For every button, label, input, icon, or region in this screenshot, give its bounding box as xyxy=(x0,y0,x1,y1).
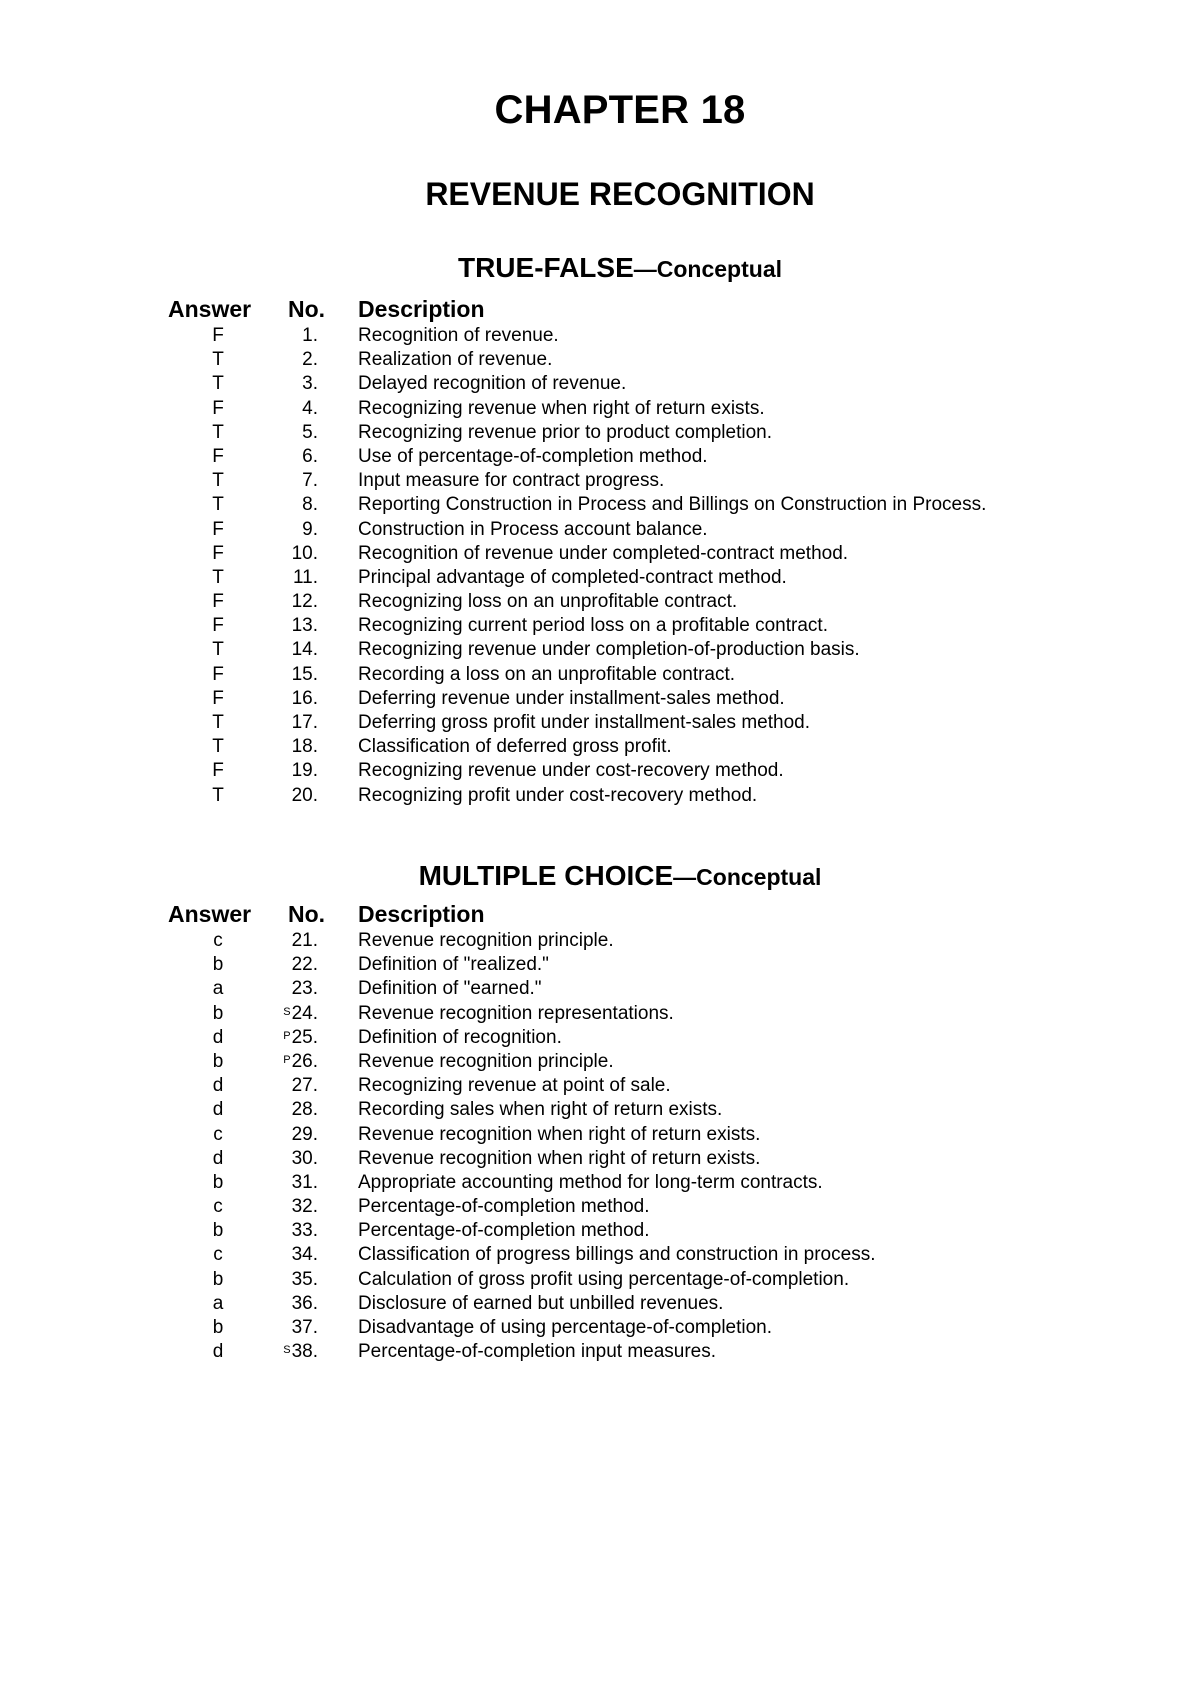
true-false-heading-main: TRUE-FALSE xyxy=(457,252,634,283)
multiple-choice-heading xyxy=(0,860,1200,892)
answer-cell: T xyxy=(212,566,224,588)
table-row xyxy=(0,687,1200,711)
question-number: 32. xyxy=(291,1196,318,1218)
question-number-cell xyxy=(272,929,318,953)
answer-cell: b xyxy=(212,1268,224,1290)
question-number-cell xyxy=(272,421,318,445)
description-cell: Revenue recognition principle. xyxy=(358,1050,614,1072)
answer-cell: F xyxy=(212,687,224,709)
question-number: 13. xyxy=(291,615,318,637)
question-number-cell xyxy=(272,324,318,348)
question-number-cell xyxy=(272,1002,318,1026)
question-number-cell xyxy=(272,711,318,735)
table-row xyxy=(0,1243,1200,1267)
question-number: 18. xyxy=(291,736,318,758)
question-number-cell xyxy=(272,469,318,493)
description-cell: Recognizing revenue when right of return exists. xyxy=(358,397,765,419)
question-number-cell xyxy=(272,1292,318,1316)
question-number: 27. xyxy=(291,1075,318,1097)
question-number-cell xyxy=(272,663,318,687)
question-number: 22. xyxy=(291,954,318,976)
table-row xyxy=(0,324,1200,348)
question-number-cell xyxy=(272,493,318,517)
table-row xyxy=(0,735,1200,759)
question-number-cell xyxy=(272,687,318,711)
table-row xyxy=(0,493,1200,517)
description-cell: Percentage-of-completion input measures. xyxy=(358,1341,717,1363)
question-number: 23. xyxy=(291,978,318,1000)
table-row xyxy=(0,1147,1200,1171)
description-cell: Delayed recognition of revenue. xyxy=(358,373,627,395)
table-row xyxy=(0,518,1200,542)
description-cell: Realization of revenue. xyxy=(358,349,553,371)
column-header-no: No. xyxy=(288,296,326,322)
answer-cell: c xyxy=(213,930,223,951)
answer-cell: F xyxy=(212,615,224,637)
table-row xyxy=(0,1340,1200,1364)
description-cell: Classification of deferred gross profit. xyxy=(358,736,672,758)
answer-cell: T xyxy=(212,421,224,443)
multiple-choice-table xyxy=(0,901,1200,1364)
answer-cell: T xyxy=(212,349,224,371)
description-cell: Recording sales when right of return exists. xyxy=(358,1099,723,1121)
source-mark: S xyxy=(283,1344,291,1357)
table-row xyxy=(0,445,1200,469)
table-row xyxy=(0,711,1200,735)
question-number-cell xyxy=(272,397,318,421)
multiple-choice-rows xyxy=(0,929,1200,1364)
answer-cell: T xyxy=(212,712,224,733)
description-cell: Disclosure of earned but unbilled revenues. xyxy=(358,1292,724,1314)
answer-cell: d xyxy=(212,1341,224,1363)
question-number-cell xyxy=(272,1074,318,1098)
answer-cell: d xyxy=(212,1099,224,1121)
true-false-table xyxy=(0,296,1200,808)
table-row xyxy=(0,663,1200,687)
question-number-cell xyxy=(272,1268,318,1292)
answer-cell: c xyxy=(213,1196,223,1218)
source-mark: P xyxy=(283,1053,291,1066)
question-number: 36. xyxy=(291,1292,318,1314)
question-number-cell xyxy=(272,372,318,396)
true-false-heading xyxy=(0,252,1200,284)
description-cell: Principal advantage of completed-contract method. xyxy=(358,566,787,588)
question-number: 5. xyxy=(302,421,318,443)
answer-cell: b xyxy=(212,1002,224,1024)
source-mark: P xyxy=(283,1029,291,1042)
question-number: 20. xyxy=(291,784,318,806)
question-number: 28. xyxy=(291,1099,318,1121)
question-number: 6. xyxy=(302,445,318,467)
question-number-cell xyxy=(272,614,318,638)
description-cell: Revenue recognition when right of return exists. xyxy=(358,1123,761,1145)
answer-cell: c xyxy=(213,1123,223,1145)
question-number-cell xyxy=(272,1123,318,1147)
table-row xyxy=(0,1268,1200,1292)
answer-cell: T xyxy=(212,736,224,758)
multiple-choice-heading-suffix: —Conceptual xyxy=(673,864,822,890)
question-number: 31. xyxy=(291,1171,318,1193)
question-number-cell xyxy=(272,518,318,542)
question-number-cell xyxy=(272,1171,318,1195)
true-false-rows xyxy=(0,324,1200,808)
table-row xyxy=(0,638,1200,662)
question-number-cell xyxy=(272,1340,318,1364)
question-number-cell xyxy=(272,759,318,783)
table-row xyxy=(0,1026,1200,1050)
question-number: 10. xyxy=(291,542,318,564)
table-row xyxy=(0,614,1200,638)
description-cell: Revenue recognition principle. xyxy=(358,930,614,951)
question-number: 37. xyxy=(291,1317,318,1338)
description-cell: Appropriate accounting method for long-term contracts. xyxy=(358,1171,823,1193)
description-cell: Recording a loss on an unprofitable contract. xyxy=(358,663,736,685)
question-number: 35. xyxy=(291,1268,318,1290)
description-cell: Classification of progress billings and construction in process. xyxy=(358,1244,876,1266)
description-cell: Input measure for contract progress. xyxy=(358,470,665,492)
description-cell: Calculation of gross profit using percentage-of-completion. xyxy=(358,1268,850,1290)
question-number: 12. xyxy=(291,591,318,613)
question-number: 24. xyxy=(291,1002,318,1024)
table-header xyxy=(0,296,1200,324)
description-cell: Recognizing loss on an unprofitable contract. xyxy=(358,591,738,613)
question-number: 7. xyxy=(302,470,318,492)
question-number: 38. xyxy=(291,1341,318,1363)
answer-cell: T xyxy=(212,373,224,395)
question-number-cell xyxy=(272,1050,318,1074)
question-number-cell xyxy=(272,735,318,759)
answer-cell: F xyxy=(212,760,224,782)
description-cell: Deferring gross profit under installment-sales method. xyxy=(358,712,810,733)
question-number: 30. xyxy=(291,1147,318,1169)
question-number-cell xyxy=(272,1098,318,1122)
answer-cell: b xyxy=(212,1220,224,1242)
question-number: 26. xyxy=(291,1050,318,1072)
question-number: 8. xyxy=(302,494,318,516)
question-number: 25. xyxy=(291,1026,318,1048)
table-row xyxy=(0,348,1200,372)
answer-cell: a xyxy=(212,978,224,1000)
column-header-description: Description xyxy=(358,296,485,322)
table-row xyxy=(0,977,1200,1001)
question-number-cell xyxy=(272,1195,318,1219)
source-mark: S xyxy=(283,1005,291,1018)
table-row xyxy=(0,1292,1200,1316)
table-row xyxy=(0,929,1200,953)
question-number: 21. xyxy=(291,930,318,951)
answer-cell: T xyxy=(212,470,224,492)
table-row xyxy=(0,397,1200,421)
column-header-description: Description xyxy=(358,901,485,927)
question-number: 11. xyxy=(292,566,318,588)
table-header xyxy=(0,901,1200,929)
answer-cell: b xyxy=(212,954,224,976)
table-row xyxy=(0,1098,1200,1122)
description-cell: Definition of "realized." xyxy=(358,954,549,976)
description-cell: Revenue recognition when right of return exists. xyxy=(358,1147,761,1169)
table-row xyxy=(0,1002,1200,1026)
question-number-cell xyxy=(272,1026,318,1050)
description-cell: Recognition of revenue. xyxy=(358,325,559,346)
table-row xyxy=(0,1219,1200,1243)
table-row xyxy=(0,1123,1200,1147)
column-header-no: No. xyxy=(288,901,326,927)
question-number: 3. xyxy=(302,373,318,395)
answer-cell: d xyxy=(212,1026,224,1048)
question-number: 29. xyxy=(291,1123,318,1145)
table-row xyxy=(0,1195,1200,1219)
question-number: 1. xyxy=(302,325,318,346)
table-row xyxy=(0,1171,1200,1195)
description-cell: Recognizing revenue prior to product completion. xyxy=(358,421,773,443)
column-header-answer: Answer xyxy=(168,901,252,927)
column-header-answer: Answer xyxy=(168,296,252,322)
answer-cell: F xyxy=(212,663,224,685)
answer-cell: T xyxy=(212,784,224,806)
answer-cell: F xyxy=(212,591,224,613)
table-row xyxy=(0,590,1200,614)
question-number-cell xyxy=(272,638,318,662)
table-row xyxy=(0,469,1200,493)
question-number: 16. xyxy=(291,687,318,709)
question-number-cell xyxy=(272,445,318,469)
description-cell: Recognizing revenue at point of sale. xyxy=(358,1075,671,1097)
answer-cell: F xyxy=(212,445,224,467)
description-cell: Recognition of revenue under completed-contract method. xyxy=(358,542,849,564)
chapter-title: CHAPTER 18 xyxy=(494,88,746,132)
answer-cell: b xyxy=(212,1050,224,1072)
table-row xyxy=(0,542,1200,566)
question-number-cell xyxy=(272,590,318,614)
question-number-cell xyxy=(272,1316,318,1340)
answer-cell: T xyxy=(212,639,224,661)
question-number: 15. xyxy=(291,663,318,685)
table-row xyxy=(0,759,1200,783)
question-number: 2. xyxy=(302,349,318,371)
description-cell: Percentage-of-completion method. xyxy=(358,1196,650,1218)
true-false-heading-suffix: —Conceptual xyxy=(633,256,782,282)
question-number-cell xyxy=(272,1147,318,1171)
question-number-cell xyxy=(272,784,318,808)
question-number-cell xyxy=(272,348,318,372)
question-number: 9. xyxy=(302,518,318,540)
question-number: 14. xyxy=(291,639,318,661)
answer-cell: F xyxy=(212,542,224,564)
answer-cell: d xyxy=(212,1147,224,1169)
question-number-cell xyxy=(272,977,318,1001)
description-cell: Disadvantage of using percentage-of-completion. xyxy=(358,1317,773,1338)
description-cell: Use of percentage-of-completion method. xyxy=(358,445,708,467)
answer-cell: b xyxy=(212,1171,224,1193)
description-cell: Recognizing profit under cost-recovery method. xyxy=(358,784,758,806)
answer-cell: F xyxy=(212,325,224,346)
table-row xyxy=(0,1074,1200,1098)
table-row xyxy=(0,1050,1200,1074)
description-cell: Recognizing current period loss on a profitable contract. xyxy=(358,615,828,637)
multiple-choice-heading-main: MULTIPLE CHOICE xyxy=(418,860,674,891)
description-cell: Percentage-of-completion method. xyxy=(358,1220,650,1242)
question-number-cell xyxy=(272,953,318,977)
table-row xyxy=(0,421,1200,445)
description-cell: Construction in Process account balance. xyxy=(358,518,708,540)
question-number-cell xyxy=(272,542,318,566)
answer-cell: T xyxy=(212,494,224,516)
chapter-subtitle: REVENUE RECOGNITION xyxy=(425,176,815,212)
answer-cell: a xyxy=(212,1292,224,1314)
table-row xyxy=(0,372,1200,396)
table-row xyxy=(0,784,1200,808)
question-number: 4. xyxy=(302,397,318,419)
description-cell: Reporting Construction in Process and Billings on Construction in Process. xyxy=(358,494,987,516)
question-number-cell xyxy=(272,1219,318,1243)
answer-cell: d xyxy=(212,1075,224,1097)
answer-cell: F xyxy=(212,397,224,419)
answer-cell: b xyxy=(212,1317,224,1338)
description-cell: Deferring revenue under installment-sales method. xyxy=(358,687,785,709)
description-cell: Revenue recognition representations. xyxy=(358,1002,674,1024)
question-number: 33. xyxy=(291,1220,318,1242)
table-row xyxy=(0,953,1200,977)
question-number: 19. xyxy=(291,760,318,782)
description-cell: Recognizing revenue under cost-recovery method. xyxy=(358,760,784,782)
question-number: 17. xyxy=(291,712,318,733)
answer-cell: c xyxy=(213,1244,223,1266)
description-cell: Definition of recognition. xyxy=(358,1026,562,1048)
description-cell: Recognizing revenue under completion-of-production basis. xyxy=(358,639,860,661)
description-cell: Definition of "earned." xyxy=(358,978,542,1000)
question-number: 34. xyxy=(291,1244,318,1266)
table-row xyxy=(0,566,1200,590)
table-row xyxy=(0,1316,1200,1340)
answer-cell: F xyxy=(212,518,224,540)
question-number-cell xyxy=(272,1243,318,1267)
question-number-cell xyxy=(272,566,318,590)
